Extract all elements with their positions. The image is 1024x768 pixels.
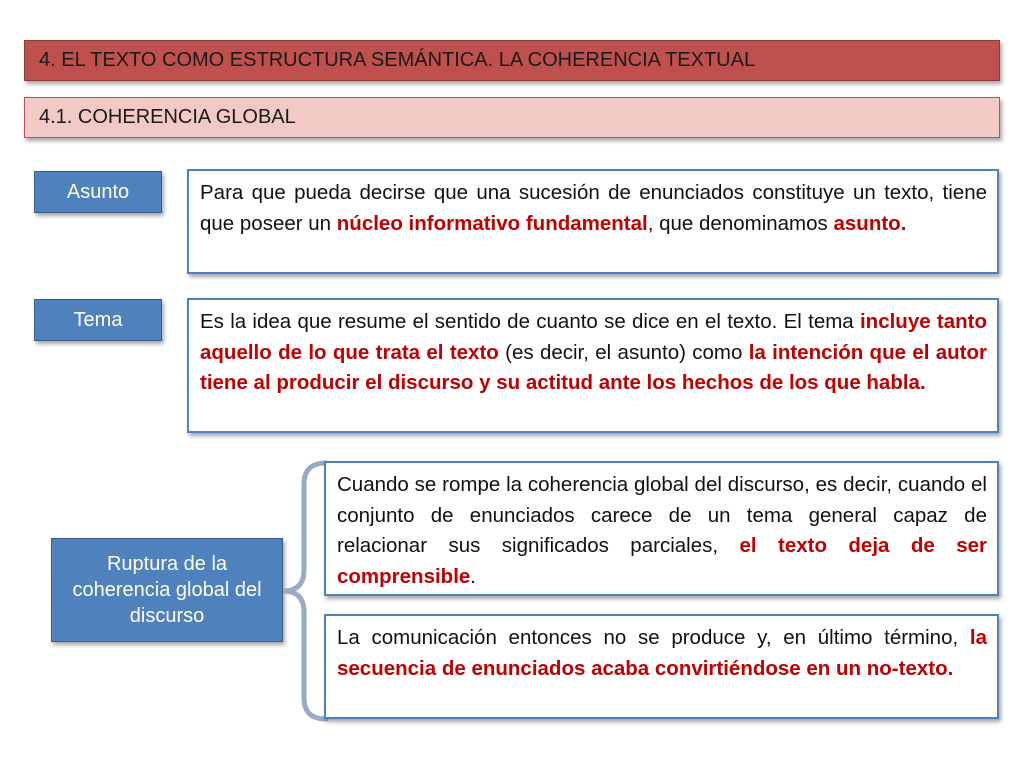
ruptura-box2-highlight: la secuencia de enunciados acaba convirtiéndose en un no-texto. <box>337 626 987 680</box>
main-title: 4. EL TEXTO COMO ESTRUCTURA SEMÁNTICA. LA COHERENCIA TEXTUAL <box>24 40 1000 81</box>
tema-text-1: Es la idea que resume el sentido de cuanto se dice en el texto. El tema <box>200 310 860 333</box>
ruptura-box2-text-1: La comunicación entonces no se produce y, en último término, <box>337 626 970 649</box>
tema-highlight-2: la intención que el autor tiene al producir el discurso y su actitud ante los hechos de los que habla. <box>200 340 987 394</box>
tema-definition-box <box>187 298 999 433</box>
asunto-highlight-2: asunto. <box>833 211 907 235</box>
ruptura-box1-text-1: Cuando se rompe la coherencia global del discurso, es decir, cuando el conjunto de enunciados carece de un tema general capaz de relacionar sus significados parciales, <box>337 473 987 557</box>
bracket-connector <box>280 460 330 722</box>
tema-highlight-1: incluye tanto aquello de lo que trata el texto <box>200 310 987 364</box>
ruptura-box1-text-2: . <box>470 564 476 588</box>
asunto-text-2: , que denominamos <box>647 211 834 235</box>
ruptura-label: Ruptura de la coherencia global del discurso <box>51 538 283 642</box>
asunto-highlight-1: núcleo informativo fundamental <box>336 211 648 235</box>
ruptura-box-2 <box>324 614 999 719</box>
section-subtitle: 4.1. COHERENCIA GLOBAL <box>24 97 1000 138</box>
ruptura-box-1 <box>324 461 999 596</box>
tema-text-2: (es decir, el asunto) como <box>498 340 749 364</box>
asunto-label: Asunto <box>34 171 162 213</box>
tema-label: Tema <box>34 299 162 341</box>
ruptura-box1-highlight: el texto deja de ser comprensible <box>337 534 987 588</box>
asunto-text-1: Para que pueda decirse que una sucesión de enunciados constituye un texto, tiene que poseer un <box>200 181 987 235</box>
asunto-definition-box <box>187 169 999 274</box>
